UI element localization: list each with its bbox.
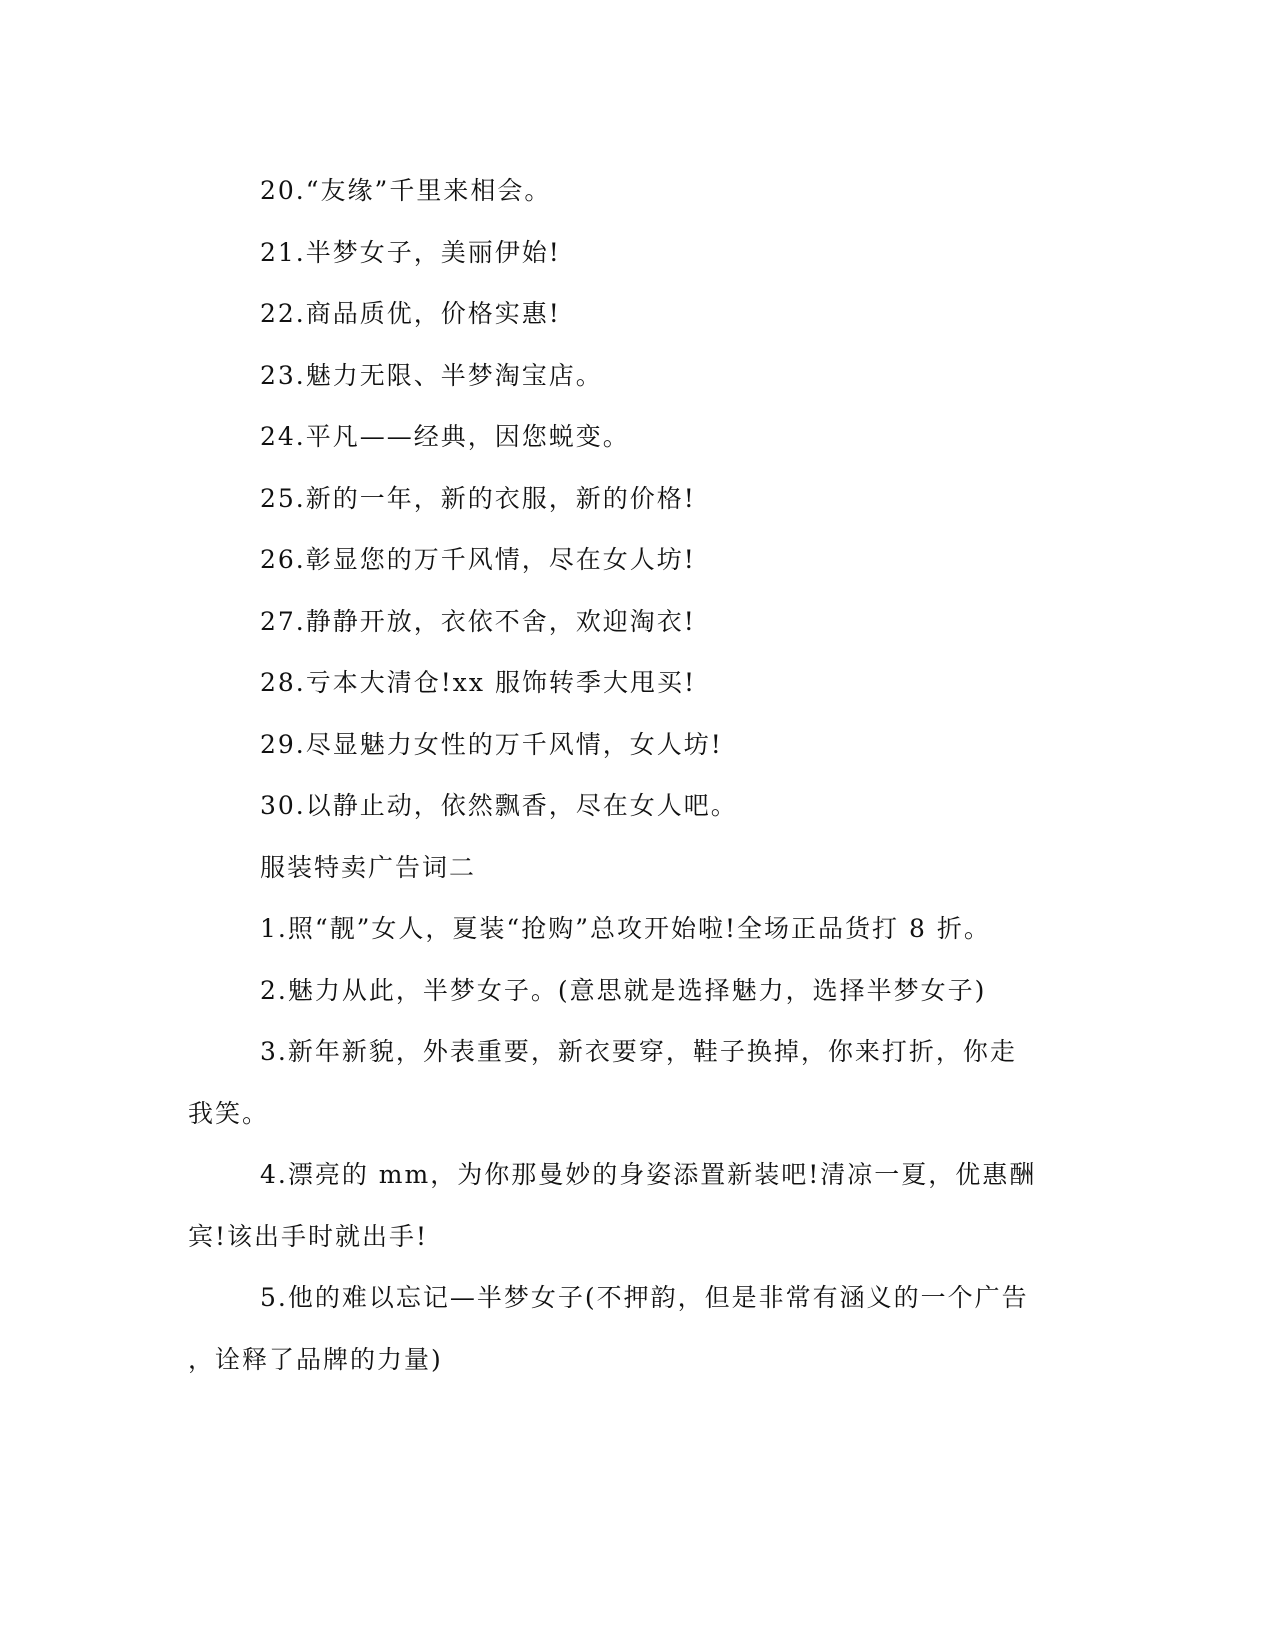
text-line: 20.“友缘”千里来相会。	[260, 176, 552, 205]
text-line: 2.魅力从此，半梦女子。(意思就是选择魅力，选择半梦女子)	[260, 975, 987, 1005]
text-line: 4.漂亮的 mm，为你那曼妙的身姿添置新装吧!清凉一夏，优惠酬	[260, 1160, 1037, 1189]
section-heading: 服装特卖广告词二	[260, 852, 477, 882]
text-line: 5.他的难以忘记—半梦女子(不押韵，但是非常有涵义的一个广告	[260, 1283, 1029, 1312]
text-line: 1.照“靓”女人，夏装“抢购”总攻开始啦!全场正品货打 8 折。	[260, 914, 991, 943]
document-body	[188, 160, 1068, 1390]
text-line-continuation: ，诠释了品牌的力量)	[188, 1344, 443, 1374]
text-line-continuation: 我笑。	[188, 1098, 270, 1128]
text-line: 27.静静开放，衣依不舍，欢迎淘衣!	[260, 606, 696, 636]
text-line: 21.半梦女子，美丽伊始!	[260, 237, 561, 267]
text-line-continuation: 宾!该出手时就出手!	[188, 1221, 429, 1251]
text-line: 25.新的一年，新的衣服，新的价格!	[260, 483, 696, 513]
text-line: 28.亏本大清仓!xx 服饰转季大甩买!	[260, 668, 696, 697]
text-line: 3.新年新貌，外表重要，新衣要穿，鞋子换掉，你来打折，你走	[260, 1037, 1017, 1066]
text-line: 24.平凡——经典，因您蜕变。	[260, 422, 630, 451]
text-line: 26.彰显您的万千风情，尽在女人坊!	[260, 545, 696, 574]
text-line: 29.尽显魅力女性的万千风情，女人坊!	[260, 729, 723, 759]
text-line: 23.魅力无限、半梦淘宝店。	[260, 360, 603, 390]
text-line: 22.商品质优，价格实惠!	[260, 299, 561, 328]
text-line: 30.以静止动，依然飘香，尽在女人吧。	[260, 791, 738, 820]
